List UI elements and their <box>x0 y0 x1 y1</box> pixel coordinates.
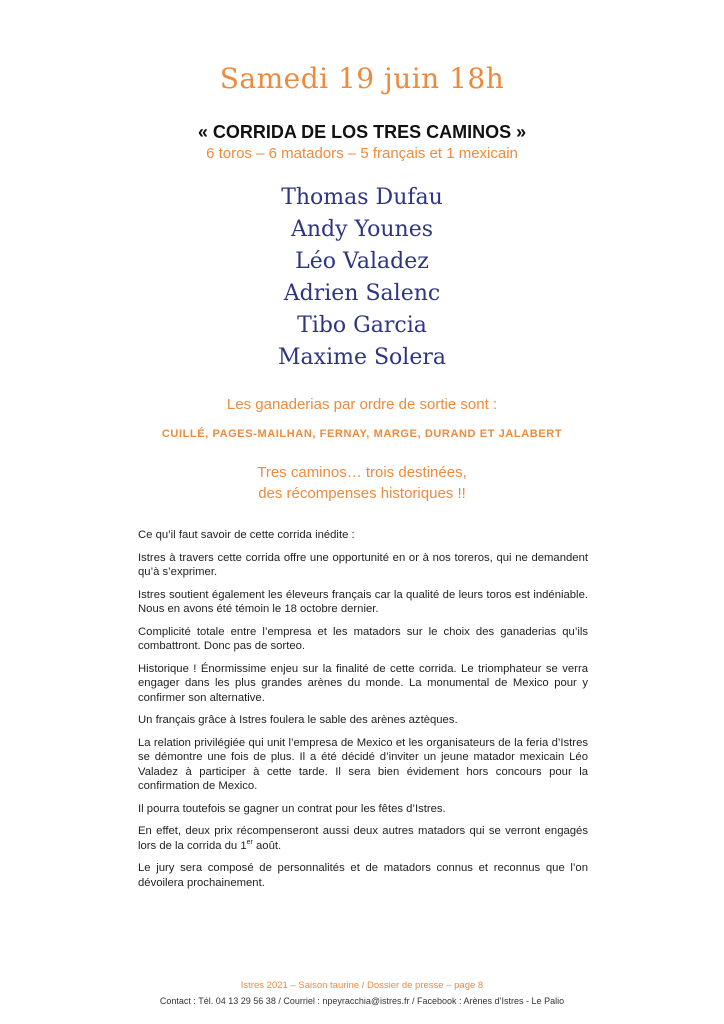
paragraph <box>138 824 588 853</box>
ganaderias-intro: Les ganaderias par ordre de sortie sont : <box>226 396 498 413</box>
matador-name: Thomas Dufau <box>281 185 443 210</box>
tagline <box>0 462 724 504</box>
paragraph: Le jury sera composé de personnalités et de matadors connus et reconnus que l’on dévoilera prochainement. <box>138 862 588 889</box>
matador-list <box>0 182 724 374</box>
paragraph: Ce qu’il faut savoir de cette corrida inédite : <box>138 529 355 541</box>
paragraph-text: août. <box>252 839 282 852</box>
matador-name: Adrien Salenc <box>283 281 441 306</box>
paragraph-text: En effet, deux prix récompenseront aussi deux autres matadors qui se verront engagés lors de la corrida du 1 <box>138 825 588 852</box>
paragraph: Istres soutient également les éleveurs français car la qualité de leurs toros est indéniable. Nous en avons été témoin le 18 octobre dernier. <box>138 588 588 615</box>
matador-name: Andy Younes <box>290 217 434 242</box>
ganaderias-list: CUILLÉ, PAGES-MAILHAN, FERNAY, MARGE, DURAND ET JALABERT <box>161 428 563 440</box>
event-subtitle: 6 toros – 6 matadors – 5 français et 1 mexicain <box>206 145 518 162</box>
matador-name: Léo Valadez <box>295 249 429 274</box>
event-title: « CORRIDA DE LOS TRES CAMINOS » <box>197 122 527 142</box>
footer-page-info: Istres 2021 – Saison taurine / Dossier de presse – page 8 <box>240 980 484 991</box>
matador-name: Tibo Garcia <box>297 313 427 338</box>
footer-contact: Contact : Tél. 04 13 29 56 38 / Courriel : npeyracchia@istres.fr / Facebook : Arènes d’Istres - Le Palio <box>159 996 565 1006</box>
paragraph: Istres à travers cette corrida offre une opportunité en or à nos toreros, qui ne demandent qu’à s’exprimer. <box>138 551 588 578</box>
paragraph: Il pourra toutefois se gagner un contrat pour les fêtes d’Istres. <box>138 802 446 815</box>
event-date: Samedi 19 juin 18h <box>219 62 505 95</box>
tagline-line-1: Tres caminos… trois destinées, <box>257 464 467 481</box>
paragraph: Historique ! Énormissime enjeu sur la finalité de cette corrida. Le triomphateur se verra engager dans les plus grandes arènes du monde. La monumental de Mexico pour y confirmer son alternative. <box>138 662 588 704</box>
paragraph: Complicité totale entre l’empresa et les matadors sur le choix des ganaderias qu’ils combattront. Donc pas de sorteo. <box>138 625 588 652</box>
body-text <box>138 528 588 898</box>
tagline-line-2: des récompenses historiques !! <box>258 485 466 502</box>
ordinal-suffix: er <box>246 838 253 846</box>
matador-name: Maxime Solera <box>278 345 446 370</box>
paragraph: La relation privilégiée qui unit l’empresa de Mexico et les organisateurs de la feria d’Istres se démontre une fois de plus. Il a été décidé d’inviter un jeune matador mexicain Léo Valadez à participer à cette tarde. Il sera bien évidement hors concours pour la confirmation de Mexico. <box>138 736 588 792</box>
paragraph: Un français grâce à Istres foulera le sable des arènes aztèques. <box>138 714 458 726</box>
